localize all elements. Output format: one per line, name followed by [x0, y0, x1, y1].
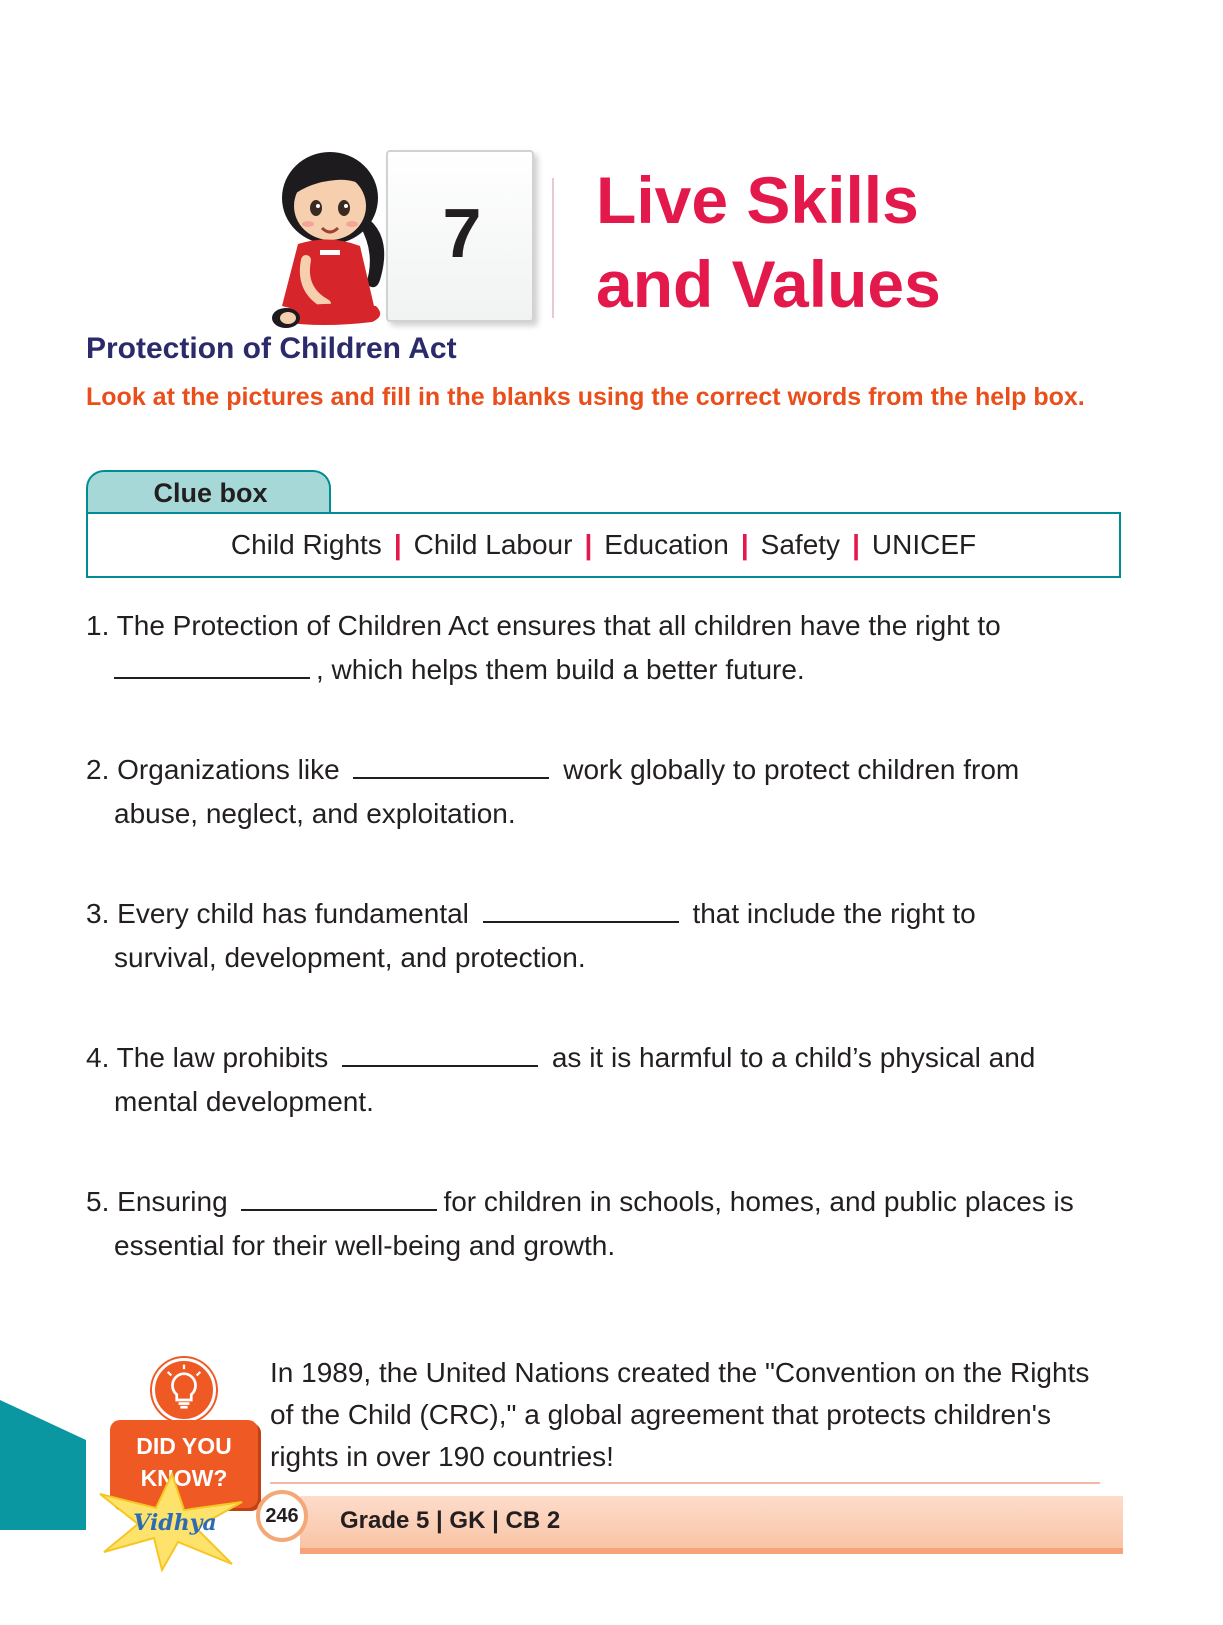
title-divider — [552, 178, 554, 318]
page-number: 246 — [265, 1504, 299, 1527]
page-number-badge — [256, 1490, 308, 1542]
question-text-after: work globally to protect children from — [563, 754, 1020, 785]
did-you-know-line2: KNOW? — [140, 1465, 228, 1491]
clue-box-title: Clue box — [153, 478, 268, 508]
did-you-know-divider — [270, 1482, 1100, 1484]
chapter-number-card — [386, 150, 534, 322]
clue-box-tab — [86, 470, 331, 514]
question-text-after: that include the right to — [692, 898, 976, 929]
question-number: 2. — [86, 754, 110, 785]
clue-separator: | — [740, 529, 749, 560]
question-number: 1. — [86, 610, 110, 641]
answer-blank[interactable] — [114, 649, 310, 679]
question-text-after: as it is harmful to a child’s physical and — [551, 1042, 1036, 1073]
question-number: 4. — [86, 1042, 110, 1073]
lightbulb-badge — [152, 1358, 216, 1422]
clue-separator: | — [852, 529, 860, 560]
clue-word: Child Labour — [413, 529, 573, 560]
question-3 — [86, 892, 1121, 980]
clue-word: Child Rights — [230, 529, 382, 560]
clue-word: Safety — [760, 529, 841, 560]
question-text: The Protection of Children Act ensures that all children have the right to — [116, 610, 1001, 641]
question-1 — [86, 604, 1121, 692]
question-text: Organizations like — [117, 754, 340, 785]
question-text: Ensuring — [117, 1186, 228, 1217]
question-4 — [86, 1036, 1121, 1124]
question-continuation: mental development. — [114, 1086, 374, 1117]
chapter-title-line1: Live Skills — [596, 163, 919, 237]
lightbulb-icon — [155, 1361, 213, 1419]
section-heading: Protection of Children Act — [86, 332, 457, 365]
chapter-title-line2: and Values — [596, 247, 941, 321]
question-2 — [86, 748, 1121, 836]
question-continuation: essential for their well-being and growth. — [114, 1230, 616, 1261]
answer-blank[interactable] — [241, 1181, 437, 1211]
did-you-know-text: In 1989, the United Nations created the "Convention on the Rights of the Child (CRC)," a global agreement that protects children's rights in over 190 countries! — [270, 1357, 1090, 1472]
footer-underline — [300, 1548, 1123, 1554]
clue-separator: | — [393, 529, 402, 560]
chapter-title — [596, 158, 1156, 326]
answer-blank[interactable] — [342, 1037, 538, 1067]
question-text: The law prohibits — [116, 1042, 329, 1073]
clue-separator: | — [584, 529, 593, 560]
clue-box — [86, 512, 1121, 578]
question-number: 5. — [86, 1186, 110, 1217]
question-text: Every child has fundamental — [117, 898, 469, 929]
clue-word: UNICEF — [871, 529, 977, 560]
publisher-logo: Vidhya — [133, 1510, 217, 1536]
clue-word: Education — [604, 529, 729, 560]
question-continuation: survival, development, and protection. — [114, 942, 586, 973]
did-you-know-line1: DID YOU — [136, 1433, 232, 1459]
question-text-after: , which helps them build a better future. — [316, 654, 805, 685]
footer-grade-text: Grade 5 | GK | CB 2 — [340, 1507, 561, 1534]
instruction-text: Look at the pictures and fill in the blanks using the correct words from the help box. — [86, 383, 1085, 411]
question-5 — [86, 1180, 1121, 1268]
answer-blank[interactable] — [483, 893, 679, 923]
question-continuation: abuse, neglect, and exploitation. — [114, 798, 516, 829]
question-text-after: for children in schools, homes, and public places is — [443, 1186, 1074, 1217]
answer-blank[interactable] — [353, 749, 549, 779]
teal-corner-decoration — [0, 1400, 90, 1530]
question-number: 3. — [86, 898, 110, 929]
chapter-number: 7 — [442, 194, 482, 272]
